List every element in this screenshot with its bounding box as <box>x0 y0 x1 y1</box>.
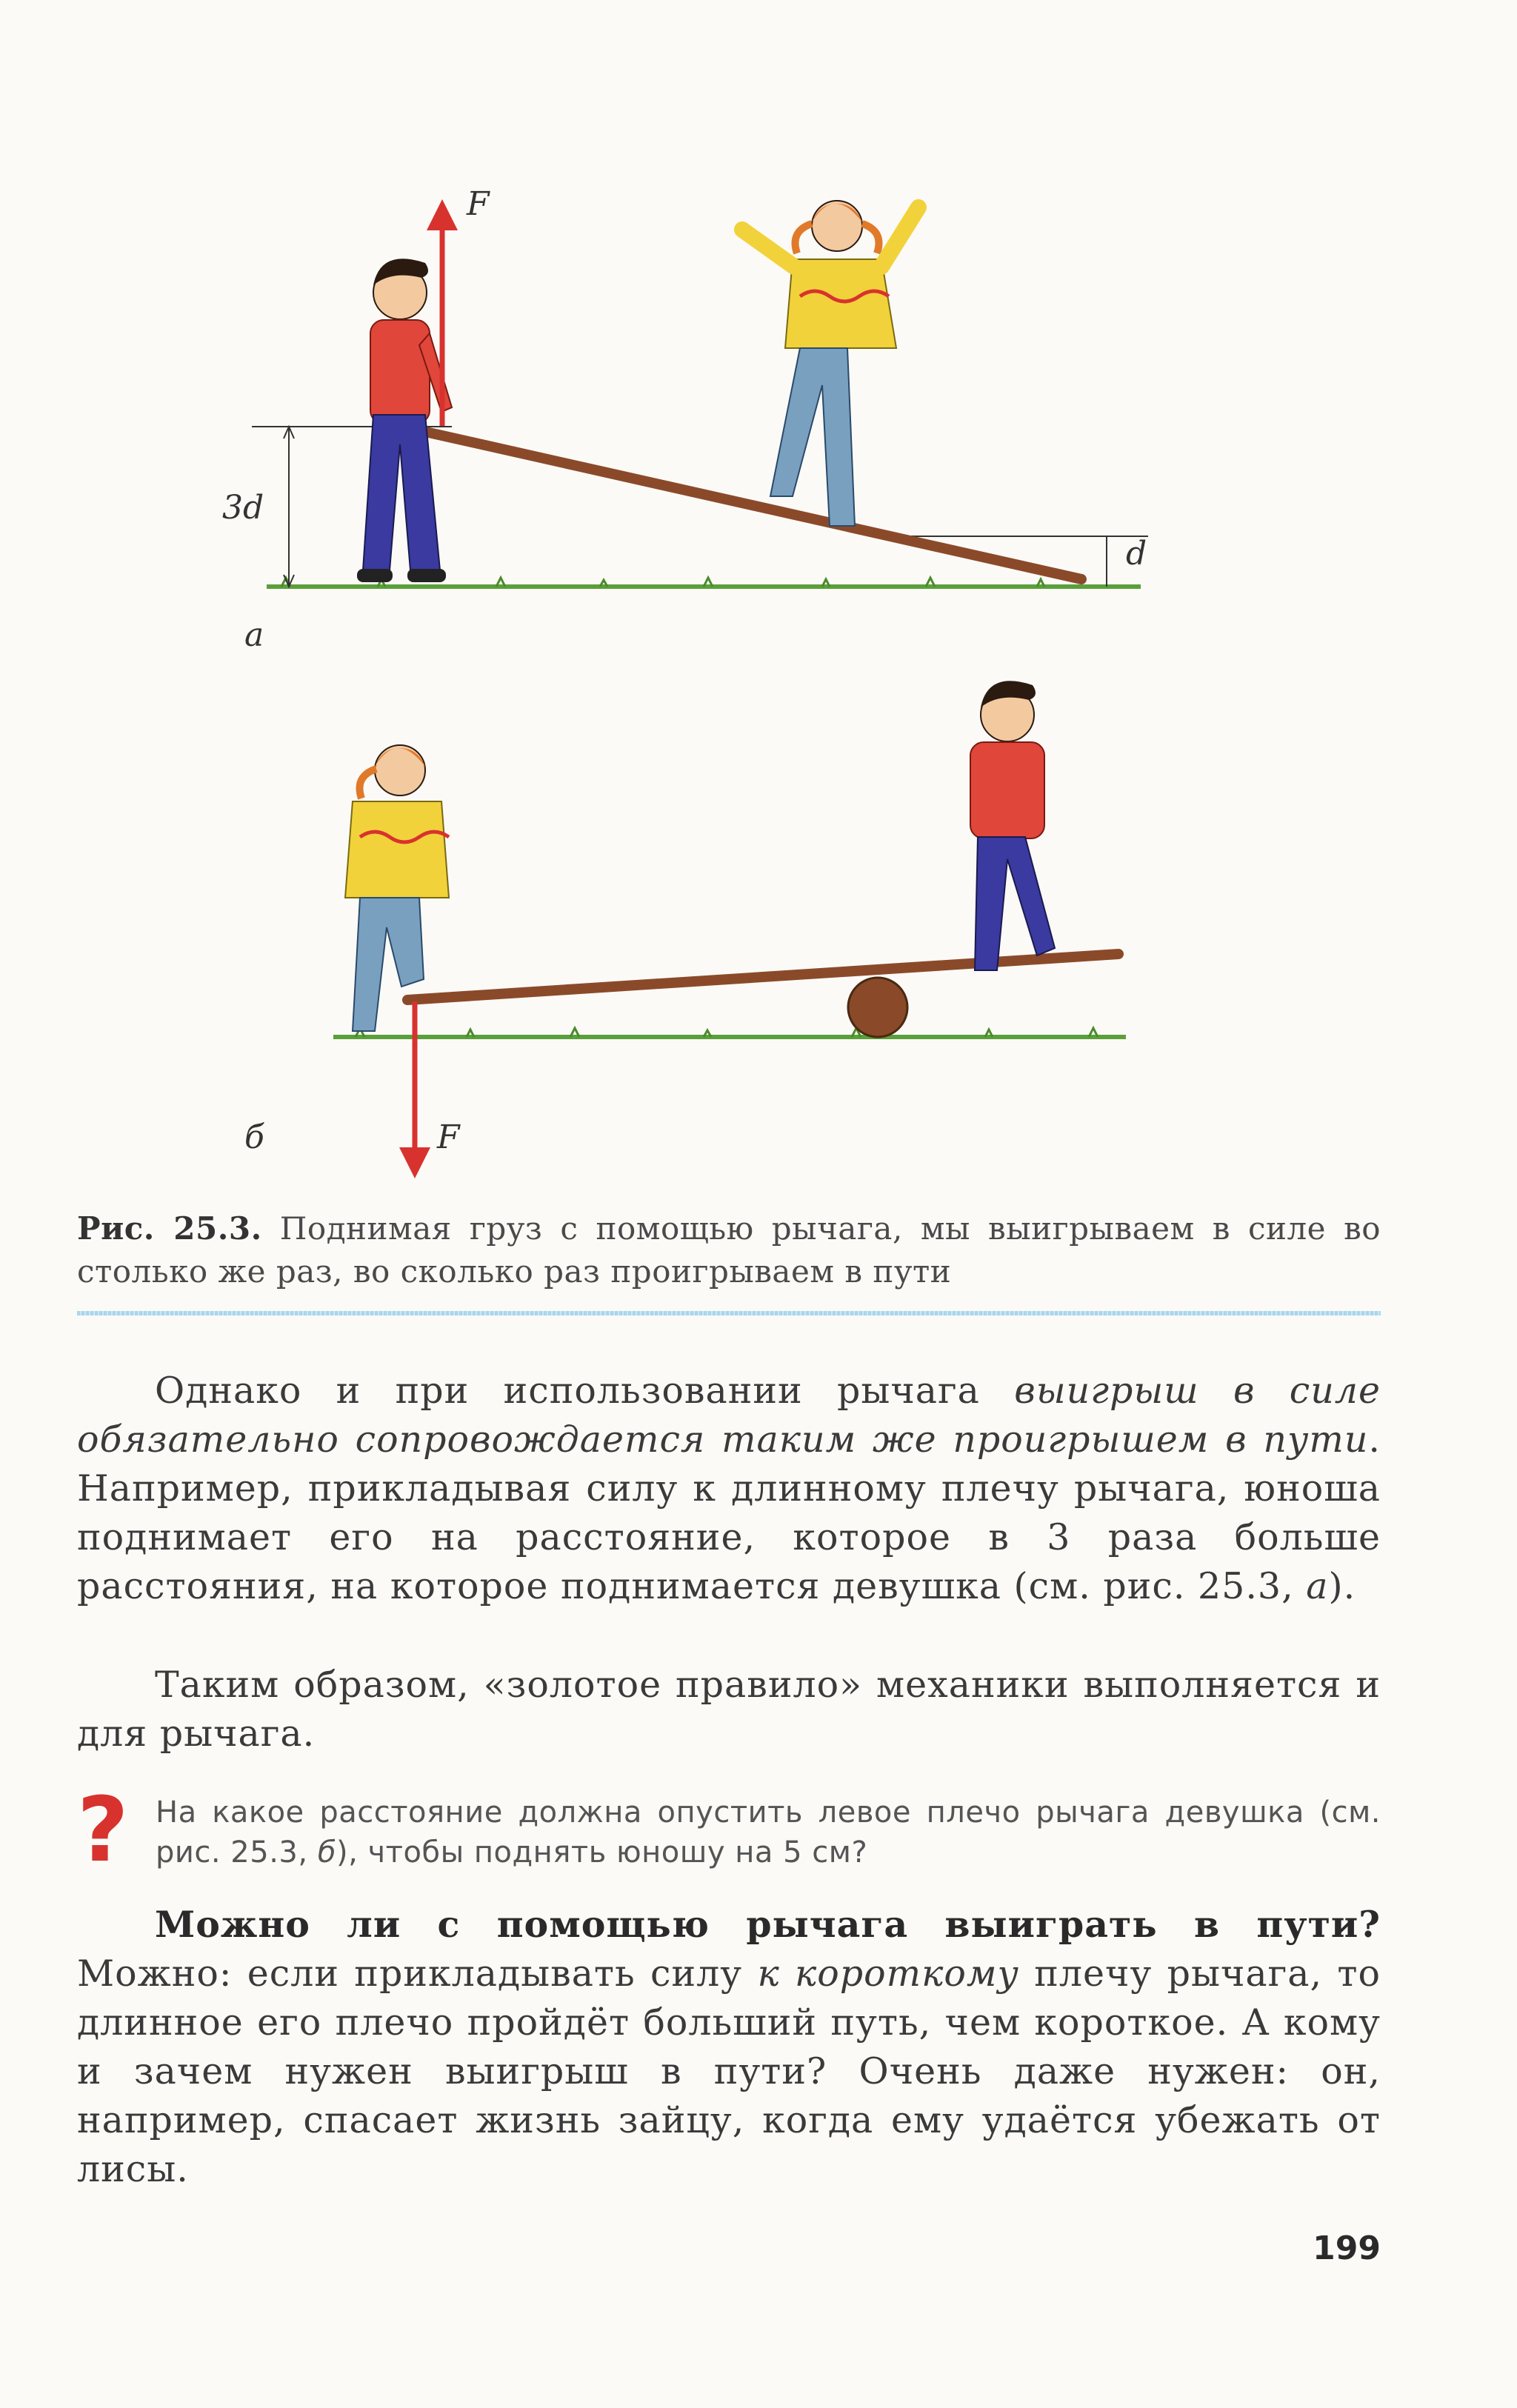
ground-grass-b <box>333 1028 1126 1037</box>
caption-divider <box>77 1311 1381 1315</box>
figure-25-3 <box>185 163 1407 1200</box>
ground-grass-a <box>267 578 1141 587</box>
lever-plank-a <box>422 431 1081 579</box>
paragraph-1-text-3: ). <box>1328 1565 1356 1607</box>
force-label-a: F <box>467 185 490 223</box>
panel-a-label: а <box>244 616 264 654</box>
girl-figure-b <box>345 745 449 1031</box>
boy-figure-b <box>970 681 1055 970</box>
paragraph-3-text: Можно: если прикладывать силу <box>77 1952 758 1995</box>
figure-caption <box>77 1207 1381 1293</box>
paragraph-3 <box>77 1900 1381 2194</box>
question-mark-icon: ? <box>77 1779 129 1882</box>
paragraph-3-emphasis: к короткому <box>757 1952 1019 1995</box>
paragraph-1 <box>77 1367 1381 1611</box>
question-text-1: На какое расстояние должна опустить левое плечо рычага девушка (см. рис. 25.3, <box>156 1795 1381 1870</box>
panel-b <box>244 681 1126 1163</box>
force-label-b: F <box>437 1118 460 1156</box>
caption-number: Рис. 25.3. <box>77 1210 262 1247</box>
page-number: 199 <box>1313 2229 1381 2267</box>
paragraph-2: Таким образом, «золотое правило» механики выполняется и для рычага. <box>77 1664 1381 1755</box>
panel-b-label: б <box>244 1118 264 1156</box>
lever-illustration <box>185 163 1407 1200</box>
caption-text: Поднимая груз с помощью рычага, мы выигрываем в силе во столько же раз, во сколько раз проигрываем в пути <box>77 1210 1381 1290</box>
lever-plank-b <box>407 954 1118 1000</box>
paragraph-1-text-2: . Например, прикладывая силу к длинному плечу рычага, юноша поднимает его на расстояние, которое в 3 раза больше расстояния, на которое поднимается девушка (см. рис. 25.3, <box>77 1418 1381 1607</box>
log-fulcrum <box>848 978 907 1037</box>
panel-a <box>222 185 1148 654</box>
paragraph-1-emphasis: выигрыш в силе обязательно сопровождается таким же проигрышем в пути <box>77 1370 1381 1461</box>
boy-figure-a <box>357 259 452 582</box>
question-figure-ref: б <box>317 1835 336 1870</box>
question-text-2: ), чтобы поднять юношу на 5 см? <box>336 1835 868 1870</box>
paragraph-3-text-2: плечу рычага, то длинное его плечо пройдёт больший путь, чем короткое. А кому и зачем нужен выигрыш в пути? Очень даже нужен: он, например, спасает жизнь зайцу, когда ему удаётся убежать от лисы. <box>77 1952 1381 2190</box>
question-text <box>156 1792 1381 1872</box>
girl-figure-a <box>742 201 918 526</box>
height-3d-label: 3d <box>222 489 264 527</box>
paragraph-1-text: Однако и при использовании рычага <box>155 1370 1015 1412</box>
paragraph-1-figure-ref: а <box>1306 1565 1329 1607</box>
paragraph-3-heading: Можно ли с помощью рычага выиграть в пути? <box>155 1903 1381 1946</box>
height-d-label: d <box>1126 535 1147 573</box>
